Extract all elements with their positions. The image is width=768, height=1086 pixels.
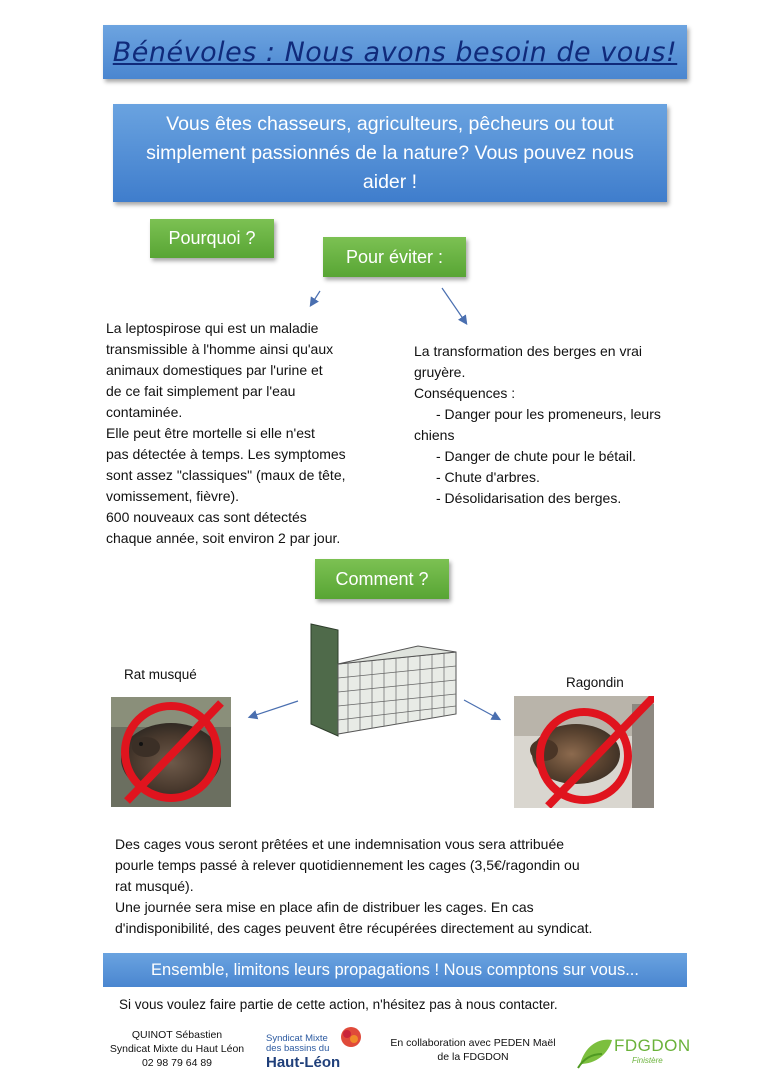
comment-box (315, 559, 449, 599)
logo-line1: Syndicat Mixte (266, 1033, 328, 1044)
ragondin-label: Ragondin (566, 675, 624, 690)
collab-line2: de la FDGDON (437, 1051, 509, 1063)
rat-musque-label: Rat musqué (124, 667, 197, 682)
leaf-icon (576, 1034, 616, 1070)
footer-name: QUINOT Sébastien (131, 1029, 223, 1041)
collab-line1: En collaboration avec PEDEN Maël (390, 1037, 556, 1049)
banner-text: Ensemble, limitons leurs propagations ! Nous comptons sur vous... (151, 960, 639, 979)
fdgdon-name: FDGDON (614, 1036, 691, 1055)
consequences-label: Conséquences : (414, 385, 516, 401)
consequence-item: - Danger pour les promeneurs, leurs chiens (414, 406, 661, 443)
arrow-icon (311, 291, 320, 305)
contact-text: Si vous voulez faire partie de cette action, n'hésitez pas à (119, 997, 463, 1012)
prohibition-icon (111, 697, 231, 807)
logo-line2: des bassins du (266, 1043, 330, 1054)
consequence-item: - Chute d'arbres. (436, 469, 540, 485)
cages-text: Des cages vous seront prêtées et une indemnisation vous sera attribuée pourle temps passé à relever quotidiennement les cages (3,5€/ragondin ou rat musqué). Une journée sera mise en place afin de distribuer les cages. En cas d'indisponibilité, des cages peuvent être récupérées directement au syndicat. (115, 836, 593, 936)
haut-leon-logo (264, 1026, 380, 1074)
page-title: Bénévoles : Nous avons besoin de vous! (112, 36, 678, 68)
consequence-item: - Danger de chute pour le bétail. (436, 448, 637, 464)
leptospirose-text: La leptospirose qui est un maladie transmissible à l'homme ainsi qu'aux animaux domestiques par l'urine et de ce fait simplement par l'eau contaminée. Elle peut être mortelle si elle n'est pas détectée à temps. Les symptomes sont assez "classiques" (maux de tête, vomissement, fièvre). 600 nouveaux cas sont détectés chaque année, soit environ 2 par jour. (106, 320, 346, 546)
trap-cage-icon (308, 624, 460, 736)
pourquoi-label: Pourquoi ? (168, 228, 256, 248)
fdgdon-sub: Finistère (632, 1056, 663, 1065)
contact-link[interactable]: nous contacter. (466, 997, 558, 1012)
arrow-icon (464, 700, 499, 719)
footer-phone: 02 98 79 64 89 (141, 1057, 213, 1069)
banner (103, 953, 687, 987)
pour-eviter-box (323, 237, 466, 277)
footer-contact (96, 1028, 258, 1070)
berges-line1: La transformation des berges en vrai gruyère. (414, 343, 643, 380)
logo-line3: Haut-Léon (266, 1054, 341, 1071)
intro-text: Vous êtes chasseurs, agriculteurs, pêcheurs ou tout simplement passionnés de la nature? Vous pouvez nous aider ! (146, 112, 634, 193)
fdgdon-logo (576, 1030, 691, 1074)
title-box (103, 25, 687, 79)
arrow-icon (250, 701, 298, 717)
consequence-item: - Désolidarisation des berges. (436, 490, 622, 506)
pour-eviter-label: Pour éviter : (345, 246, 444, 267)
ragondin-image (514, 696, 654, 808)
comment-label: Comment ? (335, 568, 429, 589)
logo-flower-icon (340, 1026, 362, 1048)
footer-collab (380, 1036, 566, 1064)
intro-box (113, 104, 667, 202)
berges-text (414, 341, 684, 509)
pourquoi-box (150, 219, 274, 258)
contact-line (119, 997, 558, 1012)
footer-org: Syndicat Mixte du Haut Léon (109, 1043, 245, 1055)
rat-musque-image (111, 697, 231, 807)
prohibition-icon (514, 696, 654, 808)
arrow-icon (442, 288, 466, 323)
